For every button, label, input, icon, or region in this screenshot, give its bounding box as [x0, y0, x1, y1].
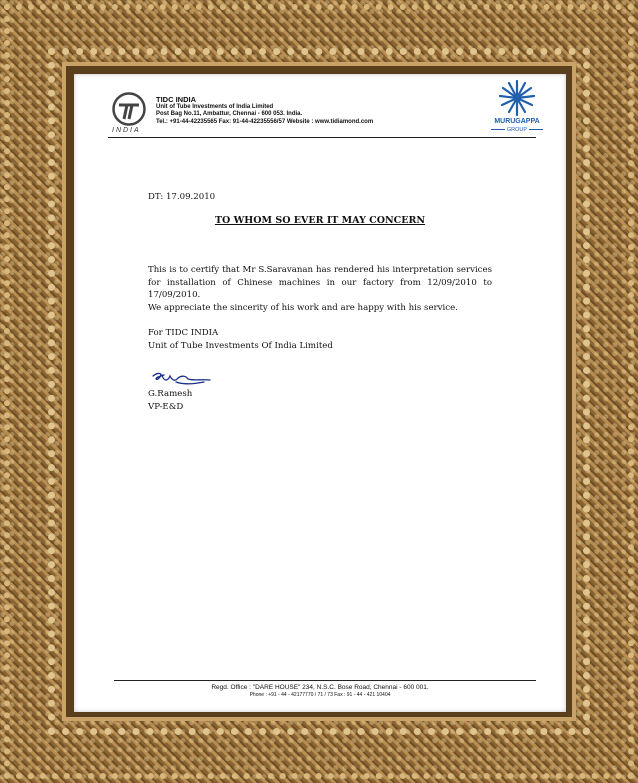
- company-title: TIDC INDIA: [156, 95, 196, 104]
- letterhead-divider: [108, 137, 536, 138]
- logo-caption: INDIA: [112, 127, 141, 134]
- company-signoff: [148, 327, 333, 352]
- murugappa-logo-icon: [494, 78, 540, 118]
- group-suffix: GROUP: [480, 127, 554, 133]
- signature-image: [150, 370, 214, 390]
- letter-date: DT: 17.09.2010: [148, 192, 216, 202]
- registered-office: Regd. Office : "DARE HOUSE" 234, N.S.C. Bose Road, Chennai - 600 001.: [211, 684, 429, 691]
- signer-title: VP-E&D: [148, 401, 184, 412]
- for-line: For TIDC INDIA: [148, 328, 219, 338]
- group-name: MURUGAPPA: [494, 118, 540, 125]
- certificate-paragraph: This is to certify that Mr S.Saravanan has rendered his interpretation services for installation of Chinese machines in our factory from 12/09/2010 to 17/09/2010.: [148, 265, 492, 300]
- certificate-document: [74, 74, 566, 712]
- footer-divider: [114, 680, 536, 681]
- footer: [74, 684, 566, 699]
- letter-heading: TO WHOM SO EVER IT MAY CONCERN: [214, 215, 426, 226]
- signer-block: [148, 388, 192, 413]
- tidc-logo-icon: [112, 92, 146, 126]
- letterhead-block: [156, 96, 373, 126]
- company-contact: Tel.: +91-44-42235565 Fax: 91-44-42235556/57 Website : www.tidiamond.com: [156, 118, 374, 125]
- appreciation-paragraph: We appreciate the sincerity of his work and are happy with his service.: [148, 303, 458, 313]
- unit-line: Unit of Tube Investments Of India Limited: [148, 340, 333, 351]
- signer-name: G.Ramesh: [148, 389, 193, 399]
- company-unit: Unit of Tube Investments of India Limited: [156, 103, 274, 110]
- footer-phone: Phone : +91 - 44 - 42177770 / 71 / 73 Fax : 91 - 44 - 421 10404: [249, 692, 391, 698]
- company-address: Post Bag No.11, Ambattur, Chennai - 600 053. India.: [156, 111, 303, 117]
